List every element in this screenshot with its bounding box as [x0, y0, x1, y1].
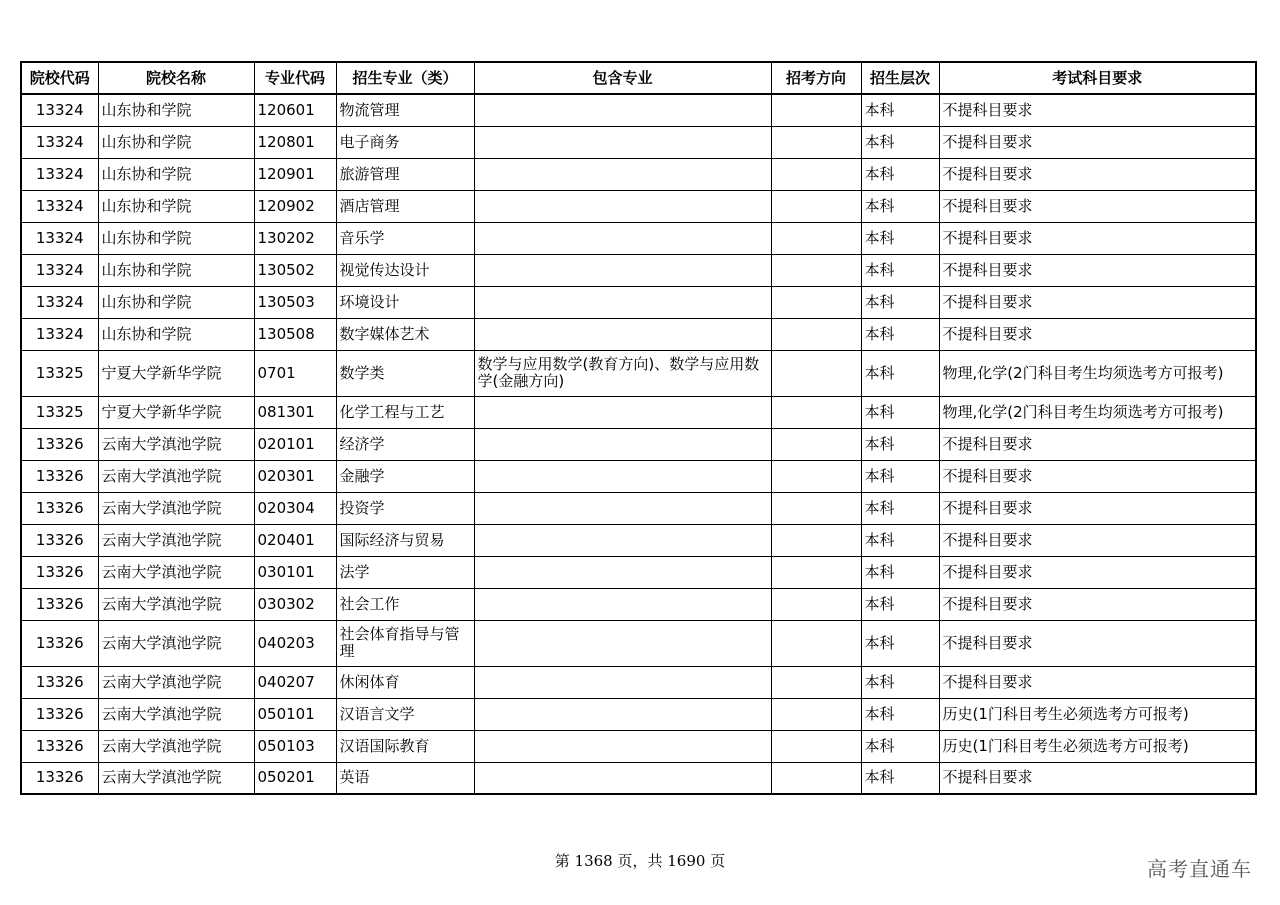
table-header-row — [21, 62, 1256, 94]
cell-level: 本科 — [861, 762, 939, 794]
cell-school-code: 13324 — [21, 190, 98, 222]
cell-subject-requirement: 不提科目要求 — [939, 588, 1256, 620]
table-row — [21, 460, 1256, 492]
watermark-text: 高考直通车 — [1147, 857, 1252, 881]
cell-subject-requirement: 不提科目要求 — [939, 318, 1256, 350]
cell-direction — [771, 524, 861, 556]
cell-included-majors — [474, 126, 771, 158]
cell-direction — [771, 588, 861, 620]
header-school-name: 院校名称 — [98, 62, 254, 94]
cell-subject-requirement: 不提科目要求 — [939, 620, 1256, 666]
table-row — [21, 556, 1256, 588]
cell-major: 社会体育指导与管理 — [336, 620, 474, 666]
cell-subject-requirement: 物理,化学(2门科目考生均须选考方可报考) — [939, 396, 1256, 428]
cell-direction — [771, 666, 861, 698]
cell-school-name: 山东协和学院 — [98, 158, 254, 190]
table-row — [21, 286, 1256, 318]
cell-subject-requirement: 不提科目要求 — [939, 126, 1256, 158]
cell-school-code: 13325 — [21, 396, 98, 428]
cell-included-majors — [474, 492, 771, 524]
cell-major: 数学类 — [336, 350, 474, 396]
cell-school-code: 13326 — [21, 730, 98, 762]
header-school-code: 院校代码 — [21, 62, 98, 94]
cell-subject-requirement: 不提科目要求 — [939, 492, 1256, 524]
table-row — [21, 396, 1256, 428]
cell-school-code: 13324 — [21, 286, 98, 318]
cell-direction — [771, 94, 861, 126]
cell-direction — [771, 222, 861, 254]
cell-major: 视觉传达设计 — [336, 254, 474, 286]
cell-major: 汉语国际教育 — [336, 730, 474, 762]
cell-school-name: 云南大学滇池学院 — [98, 428, 254, 460]
cell-direction — [771, 190, 861, 222]
cell-major: 社会工作 — [336, 588, 474, 620]
cell-school-name: 山东协和学院 — [98, 190, 254, 222]
page-number: 第 1368 页，共 1690 页 — [554, 852, 726, 870]
cell-level: 本科 — [861, 492, 939, 524]
cell-subject-requirement: 不提科目要求 — [939, 556, 1256, 588]
cell-major-code: 040203 — [254, 620, 336, 666]
cell-school-name: 山东协和学院 — [98, 222, 254, 254]
cell-included-majors — [474, 666, 771, 698]
cell-included-majors — [474, 254, 771, 286]
cell-major: 法学 — [336, 556, 474, 588]
cell-major-code: 020401 — [254, 524, 336, 556]
cell-level: 本科 — [861, 350, 939, 396]
cell-major-code: 130508 — [254, 318, 336, 350]
cell-major: 休闲体育 — [336, 666, 474, 698]
cell-school-code: 13326 — [21, 588, 98, 620]
cell-major-code: 130503 — [254, 286, 336, 318]
cell-school-code: 13326 — [21, 666, 98, 698]
cell-school-name: 山东协和学院 — [98, 286, 254, 318]
cell-major-code: 130502 — [254, 254, 336, 286]
cell-subject-requirement: 不提科目要求 — [939, 460, 1256, 492]
cell-level: 本科 — [861, 286, 939, 318]
cell-major-code: 050101 — [254, 698, 336, 730]
cell-major-code: 120601 — [254, 94, 336, 126]
cell-major-code: 030302 — [254, 588, 336, 620]
cell-level: 本科 — [861, 460, 939, 492]
cell-level: 本科 — [861, 222, 939, 254]
cell-level: 本科 — [861, 158, 939, 190]
cell-major: 数字媒体艺术 — [336, 318, 474, 350]
cell-school-code: 13324 — [21, 222, 98, 254]
cell-subject-requirement: 不提科目要求 — [939, 762, 1256, 794]
cell-major-code: 020301 — [254, 460, 336, 492]
cell-school-code: 13325 — [21, 350, 98, 396]
cell-major: 电子商务 — [336, 126, 474, 158]
cell-level: 本科 — [861, 94, 939, 126]
cell-major: 音乐学 — [336, 222, 474, 254]
cell-included-majors — [474, 524, 771, 556]
cell-included-majors — [474, 588, 771, 620]
cell-level: 本科 — [861, 396, 939, 428]
cell-direction — [771, 158, 861, 190]
cell-major-code: 120902 — [254, 190, 336, 222]
cell-school-code: 13326 — [21, 556, 98, 588]
cell-school-name: 云南大学滇池学院 — [98, 460, 254, 492]
header-level: 招生层次 — [861, 62, 939, 94]
cell-school-code: 13324 — [21, 94, 98, 126]
cell-school-code: 13326 — [21, 460, 98, 492]
cell-direction — [771, 460, 861, 492]
cell-included-majors — [474, 460, 771, 492]
table-row — [21, 190, 1256, 222]
cell-subject-requirement: 不提科目要求 — [939, 94, 1256, 126]
header-major-code: 专业代码 — [254, 62, 336, 94]
cell-school-code: 13326 — [21, 762, 98, 794]
cell-subject-requirement: 不提科目要求 — [939, 158, 1256, 190]
cell-direction — [771, 428, 861, 460]
cell-school-code: 13326 — [21, 524, 98, 556]
cell-subject-requirement: 不提科目要求 — [939, 524, 1256, 556]
cell-school-name: 云南大学滇池学院 — [98, 524, 254, 556]
cell-major: 金融学 — [336, 460, 474, 492]
table-row — [21, 698, 1256, 730]
cell-major-code: 130202 — [254, 222, 336, 254]
cell-major-code: 050201 — [254, 762, 336, 794]
cell-school-code: 13326 — [21, 428, 98, 460]
table-row — [21, 222, 1256, 254]
table-row — [21, 524, 1256, 556]
table-row — [21, 666, 1256, 698]
cell-subject-requirement: 历史(1门科目考生必须选考方可报考) — [939, 730, 1256, 762]
cell-included-majors — [474, 556, 771, 588]
cell-school-name: 云南大学滇池学院 — [98, 730, 254, 762]
cell-major: 化学工程与工艺 — [336, 396, 474, 428]
cell-subject-requirement: 不提科目要求 — [939, 222, 1256, 254]
cell-direction — [771, 730, 861, 762]
cell-major: 物流管理 — [336, 94, 474, 126]
cell-major-code: 120901 — [254, 158, 336, 190]
header-major: 招生专业（类） — [336, 62, 474, 94]
cell-level: 本科 — [861, 620, 939, 666]
table-row — [21, 492, 1256, 524]
cell-school-name: 山东协和学院 — [98, 254, 254, 286]
cell-subject-requirement: 不提科目要求 — [939, 190, 1256, 222]
cell-level: 本科 — [861, 318, 939, 350]
table-row — [21, 762, 1256, 794]
header-included-majors: 包含专业 — [474, 62, 771, 94]
cell-major: 国际经济与贸易 — [336, 524, 474, 556]
cell-direction — [771, 318, 861, 350]
cell-direction — [771, 620, 861, 666]
cell-level: 本科 — [861, 190, 939, 222]
cell-direction — [771, 698, 861, 730]
cell-direction — [771, 492, 861, 524]
cell-included-majors — [474, 620, 771, 666]
cell-level: 本科 — [861, 588, 939, 620]
cell-school-name: 山东协和学院 — [98, 318, 254, 350]
header-direction: 招考方向 — [771, 62, 861, 94]
cell-school-name: 云南大学滇池学院 — [98, 698, 254, 730]
cell-major: 英语 — [336, 762, 474, 794]
cell-direction — [771, 286, 861, 318]
cell-subject-requirement: 不提科目要求 — [939, 286, 1256, 318]
cell-major-code: 0701 — [254, 350, 336, 396]
cell-direction — [771, 556, 861, 588]
cell-included-majors — [474, 762, 771, 794]
table-row — [21, 350, 1256, 396]
cell-level: 本科 — [861, 126, 939, 158]
cell-included-majors — [474, 286, 771, 318]
cell-included-majors — [474, 396, 771, 428]
cell-level: 本科 — [861, 730, 939, 762]
cell-school-code: 13326 — [21, 492, 98, 524]
cell-included-majors — [474, 318, 771, 350]
cell-major-code: 050103 — [254, 730, 336, 762]
table-row — [21, 620, 1256, 666]
enrollment-table — [20, 61, 1257, 795]
cell-subject-requirement: 物理,化学(2门科目考生均须选考方可报考) — [939, 350, 1256, 396]
cell-level: 本科 — [861, 666, 939, 698]
cell-school-name: 云南大学滇池学院 — [98, 556, 254, 588]
cell-major-code: 020304 — [254, 492, 336, 524]
table-row — [21, 588, 1256, 620]
cell-school-code: 13326 — [21, 620, 98, 666]
cell-level: 本科 — [861, 254, 939, 286]
cell-major: 经济学 — [336, 428, 474, 460]
cell-major-code: 020101 — [254, 428, 336, 460]
cell-major-code: 120801 — [254, 126, 336, 158]
cell-major: 酒店管理 — [336, 190, 474, 222]
cell-school-code: 13326 — [21, 698, 98, 730]
cell-school-code: 13324 — [21, 254, 98, 286]
cell-included-majors — [474, 94, 771, 126]
table-row — [21, 254, 1256, 286]
header-subject-requirement: 考试科目要求 — [939, 62, 1256, 94]
cell-major-code: 081301 — [254, 396, 336, 428]
table-row — [21, 730, 1256, 762]
cell-subject-requirement: 历史(1门科目考生必须选考方可报考) — [939, 698, 1256, 730]
cell-major: 投资学 — [336, 492, 474, 524]
cell-subject-requirement: 不提科目要求 — [939, 666, 1256, 698]
cell-subject-requirement: 不提科目要求 — [939, 254, 1256, 286]
table-row — [21, 158, 1256, 190]
cell-school-name: 宁夏大学新华学院 — [98, 350, 254, 396]
cell-included-majors: 数学与应用数学(教育方向)、数学与应用数学(金融方向) — [474, 350, 771, 396]
cell-school-name: 云南大学滇池学院 — [98, 588, 254, 620]
cell-school-name: 云南大学滇池学院 — [98, 492, 254, 524]
cell-level: 本科 — [861, 556, 939, 588]
cell-major: 旅游管理 — [336, 158, 474, 190]
cell-school-name: 云南大学滇池学院 — [98, 762, 254, 794]
cell-school-name: 山东协和学院 — [98, 94, 254, 126]
cell-direction — [771, 350, 861, 396]
cell-direction — [771, 396, 861, 428]
cell-school-name: 云南大学滇池学院 — [98, 620, 254, 666]
cell-direction — [771, 762, 861, 794]
cell-included-majors — [474, 222, 771, 254]
cell-school-name: 云南大学滇池学院 — [98, 666, 254, 698]
cell-school-code: 13324 — [21, 126, 98, 158]
cell-major-code: 030101 — [254, 556, 336, 588]
cell-direction — [771, 126, 861, 158]
cell-direction — [771, 254, 861, 286]
cell-subject-requirement: 不提科目要求 — [939, 428, 1256, 460]
cell-school-code: 13324 — [21, 318, 98, 350]
cell-level: 本科 — [861, 524, 939, 556]
table-body — [21, 94, 1256, 794]
cell-included-majors — [474, 730, 771, 762]
table-row — [21, 94, 1256, 126]
table-row — [21, 318, 1256, 350]
cell-major-code: 040207 — [254, 666, 336, 698]
cell-school-code: 13324 — [21, 158, 98, 190]
cell-level: 本科 — [861, 698, 939, 730]
cell-included-majors — [474, 698, 771, 730]
table-row — [21, 428, 1256, 460]
cell-included-majors — [474, 428, 771, 460]
table-row — [21, 126, 1256, 158]
cell-major: 汉语言文学 — [336, 698, 474, 730]
cell-school-name: 宁夏大学新华学院 — [98, 396, 254, 428]
cell-school-name: 山东协和学院 — [98, 126, 254, 158]
cell-included-majors — [474, 158, 771, 190]
cell-major: 环境设计 — [336, 286, 474, 318]
cell-level: 本科 — [861, 428, 939, 460]
cell-included-majors — [474, 190, 771, 222]
